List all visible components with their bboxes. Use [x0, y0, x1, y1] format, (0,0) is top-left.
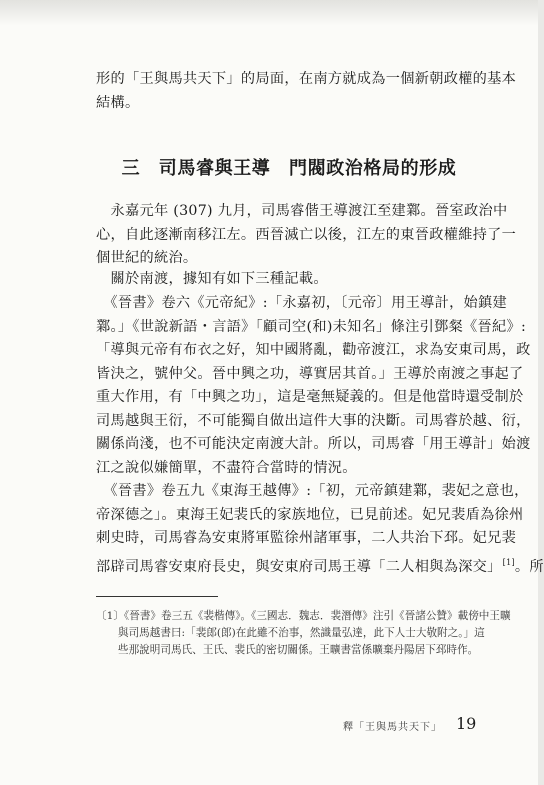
text-line: 心，自此逐漸南移江左。西晉滅亡以後，江左的東晉政權維持了一 — [96, 226, 517, 243]
paragraph-1 — [96, 200, 517, 271]
intro-paragraph — [96, 68, 517, 115]
text-line: 《晉書》卷五九《東海王越傳》:「初，元帝鎮建鄴，裴妃之意也， — [96, 483, 529, 499]
text-line: 「導與元帝有布衣之好，知中國將亂，勸帝渡江，求為安東司馬，政 — [96, 342, 531, 358]
footnote-line: 些那說明司馬氏、王氏、裴氏的密切關係。王曠書當係曠棄丹陽居下邳時作。 — [118, 644, 479, 656]
text-line: 永嘉元年 (307) 九月，司馬睿偕王導渡江至建鄴。晉室政治中 — [96, 203, 508, 219]
text-line: 司馬越與王衍，不可能獨自做出這件大事的決斷。司馬睿於越、衍， — [96, 412, 531, 429]
text-line: 形的「王與馬共天下」的局面，在南方就成為一個新朝政權的基本 — [96, 71, 517, 87]
text-line: 帝深德之」。東海王妃裴氏的家族地位，已見前述。妃兄裴盾為徐州 — [96, 506, 524, 523]
text-line: 鄴。」《世說新語・言語》「顧司空(和)未知名」條注引鄧粲《晉紀》: — [96, 318, 527, 335]
footnote-line: 〔1〕《晉書》卷三五《裴楷傳》。《三國志．魏志．裴潛傳》注引《晉諸公贊》載傍中王曠 — [96, 610, 511, 622]
text-line: 關係尚淺，也不可能決定南渡大計。所以，司馬睿「用王導計」始渡 — [96, 436, 531, 452]
section-heading: 三 司馬睿與王導 門閥政治格局的形成 — [121, 158, 457, 179]
text-fragment: 。所 — [514, 558, 544, 575]
text-line: 江之說似嫌簡單，不盡符合當時的情況。 — [96, 459, 357, 476]
text-line: 《晉書》卷六《元帝紀》:「永嘉初，〔元帝〕用王導計，始鎮建 — [96, 295, 508, 311]
text-line: 關於南渡，據知有如下三種記載。 — [96, 271, 328, 287]
footnote-line: 與司馬越書曰:「裴郎(郎)在此雖不治事，然識量弘達，此下人士大敬附之。」這 — [118, 627, 485, 639]
text-line — [96, 551, 544, 580]
page-number: 19 — [456, 714, 477, 733]
text-line: 個世紀的統治。 — [96, 250, 198, 266]
text-line: 刺史時，司馬睿為安東將軍監徐州諸軍事，二人共治下邳。妃兄裴 — [96, 530, 517, 546]
paragraph-2 — [96, 268, 482, 292]
text-line: 重大作用，有「中興之功」，這是毫無疑義的。但是他當時還受制於 — [96, 389, 524, 405]
footnote-divider — [96, 596, 218, 597]
paragraph-3 — [96, 292, 531, 480]
text-line: 皆決之，號仲父。晉中興之功，導實居其首。」王導於南渡之事起了 — [96, 365, 524, 382]
text-line: 結構。 — [96, 94, 140, 111]
footnote — [96, 608, 511, 659]
footnote-reference[interactable]: [1] — [502, 557, 515, 567]
paragraph-4 — [96, 480, 544, 579]
text-fragment: 部辟司馬睿安東府長史，與安東府司馬王導「二人相與為深交」 — [96, 558, 502, 575]
running-head: 釋「王與馬共天下」 — [343, 722, 442, 733]
